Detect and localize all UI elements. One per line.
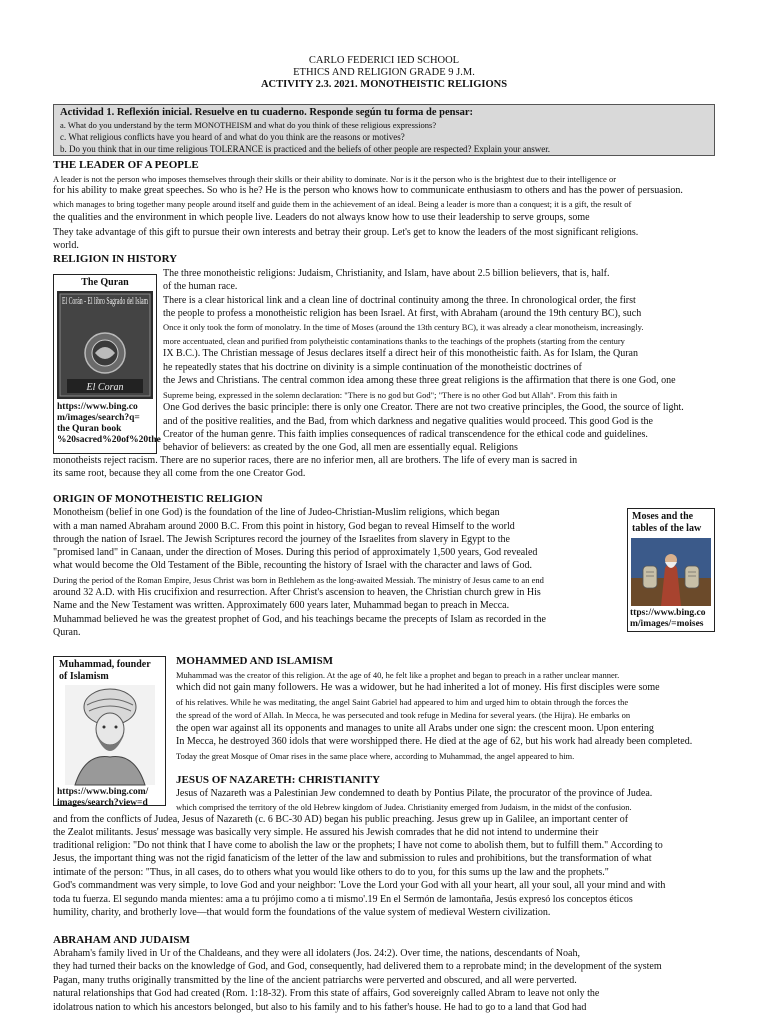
text-line: Monotheism (belief in one God) is the foundation of the line of Judeo-Christian-Muslim religions, which began <box>53 507 500 518</box>
course-name: ETHICS AND RELIGION GRADE 9 J.M. <box>293 67 475 78</box>
text-line: the open war against all its opponents and manages to unite all Arabs under one sign: the crescent moon. Upon entering <box>176 723 654 734</box>
text-line: In Mecca, he destroyed 360 idols that were worshipped there. He died at the age of 62, but his work had already been completed. <box>176 736 693 747</box>
activity-box <box>53 104 715 156</box>
text-line: through the nation of Israel. The Jewish Scriptures record the journey of the Israelites from slavery in Egypt to the <box>53 534 510 545</box>
figure-url-line: m/images/search?q= <box>57 413 140 423</box>
text-line: They take advantage of this gift to pursue their own interests and betray their group. Let's get to know the leaders of the most significant religions. <box>53 227 639 238</box>
figure-url-line: the Quran book <box>57 424 122 434</box>
text-line: "promised land" in Canaan, under the direction of Moses. During this period of approximately 1,500 years, God revealed <box>53 547 538 558</box>
text-line: IX B.C.). The Christian message of Jesus declares itself a direct heir of this monotheistic faith. As for Islam, the Quran <box>163 348 638 359</box>
text-line: natural relationships that God had created (Rom. 1:18-32). From this state of affairs, God sovereignly called Abram to leave not only the <box>53 988 600 999</box>
figure-url-line: https://www.bing.co <box>57 402 138 412</box>
figure-url-line: m/images/=moises <box>630 619 704 629</box>
text-line: monotheists reject racism. There are no superior races, there are no inferior men, all are brothers. The life of every man is sacred in <box>53 455 578 466</box>
section-heading-leader: THE LEADER OF A PEOPLE <box>53 159 199 171</box>
text-line: During the period of the Roman Empire, Jesus Christ was born in Bethlehem as the long-awaited Messiah. The ministry of Jesus came to an end <box>53 575 544 585</box>
text-line: traditional religion: "Do not think that I have come to abolish the law or the prophets; I have not come to abolish them, but to fulfill them." According to <box>53 840 663 851</box>
text-line: Pagan, many truths originally transmitted by the line of the ancient patriarchs were perverted and obscured, and all were perverted. <box>53 975 577 986</box>
text-line: There is a clear historical link and a clean line of doctrinal continuity among the three. In chronological order, the first <box>163 295 636 306</box>
figure-caption: of Islamism <box>59 671 109 682</box>
question-b: b. Do you think that in our time religious TOLERANCE is practiced and the beliefs of other people are respected? Explain your answer. <box>60 144 551 154</box>
text-line: God's commandment was very simple, to love God and your neighbor: 'Love the Lord your God with all your heart, all your soul, all your mind and with <box>53 880 666 891</box>
text-line: of the human race. <box>163 281 238 292</box>
text-line: the Zealot militants. Jesus' message was basically very simple. He assured his Jewish comrades that he did not intend to undermine their <box>53 827 599 838</box>
quran-figure <box>53 274 161 454</box>
muhammad-figure <box>53 656 166 806</box>
text-line: of his relatives. While he was meditating, the angel Saint Gabriel had appeared to him and urged him to obtain through the forces the <box>176 697 629 707</box>
image-footer-text: El Coran <box>86 382 124 393</box>
muhammad-portrait-image <box>65 685 155 785</box>
text-line: the people to profess a monotheistic religion has been Israel. At first, with Abraham (around the 19th century BC), such <box>163 308 642 319</box>
section-heading-jesus: JESUS OF NAZARETH: CHRISTIANITY <box>176 774 381 786</box>
text-line: around 32 A.D. with His crucifixion and resurrection. After Christ's ascension to heaven, the Christian church grew in His <box>53 587 541 598</box>
section-heading-history: RELIGION IN HISTORY <box>53 253 178 265</box>
section-heading-abraham: ABRAHAM AND JUDAISM <box>53 934 190 946</box>
text-line: its same root, because they all come from the one Creator God. <box>53 468 306 479</box>
text-line: One God derives the basic principle: there is only one Creator. There are not two creative principles, the Good, the source of light. <box>163 402 684 413</box>
text-line: A leader is not the person who imposes themselves through their skills or their ability to dominate. Nor is it the person who is the brightest due to their intelligence or <box>53 174 617 184</box>
figure-url-line: ttps://www.bing.co <box>630 608 706 618</box>
moses-figure <box>627 508 715 632</box>
text-line: Muhammad was the creator of this religion. At the age of 40, he felt like a prophet and began to preach in a rather unclear manner. <box>176 670 620 680</box>
moses-image <box>631 538 711 606</box>
text-line: world. <box>53 240 79 251</box>
text-line: the qualities and the environment in which people live. Leaders do not always know how to use their leadership to serve groups, some <box>53 212 590 223</box>
question-c: c. What religious conflicts have you heard of and what do you think are the reasons or motives? <box>60 132 405 142</box>
text-line: Supreme being, expressed in the solemn declaration: "There is no god but God"; "There is no other God but Allah". From this faith in <box>163 390 618 400</box>
text-line: the Jews and Christians. The central common idea among these three great religions is the affirmation that there is one God, one <box>163 375 676 386</box>
text-line: toda tu fuerza. El segundo manda mientes: ama a tu prójimo como a ti mismo'.19 En el Sermón de lamontaña, Jesús expresó los conceptos éticos <box>53 894 633 905</box>
section-heading-origin: ORIGIN OF MONOTHEISTIC RELIGION <box>53 493 263 505</box>
text-line: Today the great Mosque of Omar rises in the same place where, according to Muhammad, the angel appeared to him. <box>176 751 575 761</box>
figure-url-line: %20sacred%20of%20the <box>57 435 161 445</box>
figure-caption: Moses and the <box>632 511 694 522</box>
figure-caption: tables of the law <box>632 523 702 534</box>
text-line: and of the positive realities, and the Bad, from which darkness and negative qualities would proceed. This good God is the <box>163 416 653 427</box>
text-line: Jesus, the important thing was not the rigid fanaticism of the letter of the law and submission to rules and prohibitions, but the transformation of what <box>53 853 652 864</box>
image-title-text: El Corán - El libro Sagrado del Islam <box>62 296 149 307</box>
text-line: he repeatedly states that his doctrine on divinity is a simple continuation of the monotheistic doctrines of <box>163 362 582 373</box>
text-line: Quran. <box>53 627 81 638</box>
text-line: which comprised the territory of the old Hebrew kingdom of Judea. Christianity emerged from Judaism, in the midst of the confusion. <box>176 802 632 812</box>
school-name: CARLO FEDERICI IED SCHOOL <box>308 55 460 66</box>
text-line: idolatrous nation to which his ancestors belonged, but also to his family and to his father's house. He had to go to a land that God had <box>53 1002 587 1013</box>
quran-book-image <box>57 291 153 399</box>
text-line: they had turned their backs on the knowledge of God, and God, consequently, had delivered them to a reprobate mind; in the development of the system <box>53 961 662 972</box>
text-line: humility, charity, and brotherly love—that would form the foundations of the value system of medieval Western civilization. <box>53 907 551 918</box>
question-a: a. What do you understand by the term MONOTHEISM and what do you think of these religious expressions? <box>60 120 437 130</box>
text-line: behavior of believers: as created by the one God, all men are essentially equal. Religions <box>163 442 518 453</box>
text-line: intimate of the person: "Thus, in all cases, do to others what you would like others to do to you, for this sums up the law and the prophets." <box>53 867 609 878</box>
text-line: Once it only took the form of monolatry. In the time of Moses (around the 13th century BC), it was already a clear monotheism, increasingly. <box>163 322 644 332</box>
text-line: Creator of the human genre. This faith implies consequences of radical transcendence for the ethical code and guidelines. <box>163 429 648 440</box>
figure-caption: Muhammad, founder <box>59 659 151 670</box>
figure-caption: The Quran <box>81 277 129 288</box>
text-line: for his ability to make great speeches. So who is he? He is the person who knows how to communicate enthusiasm to others and has the power of persuasion. <box>53 185 683 196</box>
text-line: which manages to bring together many people around itself and guide them in the achievement of an ideal. Being a leader is more than a conquest; it is a gift, the result of <box>53 199 632 209</box>
text-line: and from the conflicts of Judea, Jesus of Nazareth (c. 6 BC-30 AD) began his public preaching. Jesus grew up in Galilee, an important center of <box>53 814 629 825</box>
text-line: The three monotheistic religions: Judaism, Christianity, and Islam, have about 2.5 billion believers, that is, half. <box>163 268 610 279</box>
text-line: Jesus of Nazareth was a Palestinian Jew condemned to death by Pontius Pilate, the procurator of the province of Judea. <box>176 788 653 799</box>
activity-box-title: Actividad 1. Reflexión inicial. Resuelve en tu cuaderno. Responde según tu forma de pensar: <box>60 107 473 118</box>
text-line: what would become the Old Testament of the Bible, recounting the history of Israel with the character and laws of God. <box>53 560 532 571</box>
text-line: Muhammad believed he was the greatest prophet of God, and his teachings became the precepts of Islam as recorded in the <box>53 614 546 625</box>
text-line: with a man named Abraham around 2000 B.C. From this point in history, God began to reveal Himself to the world <box>53 521 515 532</box>
text-line: more accentuated, clean and purified from polytheistic contaminations thanks to the teachings of the prophets (starting from the century <box>163 336 625 346</box>
text-line: the spread of the word of Allah. In Mecca, he was persecuted and took refuge in Medina for several years. (the Hijra). He embarks on <box>176 710 631 720</box>
activity-title: ACTIVITY 2.3. 2021. MONOTHEISTIC RELIGIONS <box>260 79 508 90</box>
text-line: Name and the New Testament was written. Approximately 600 years later, Muhammad began to preach in Mecca. <box>53 600 510 611</box>
figure-url-line: https://www.bing.com/ <box>57 787 149 797</box>
text-line: which did not gain many followers. He was a widower, but he had inherited a lot of money. His first disciples were some <box>176 682 660 693</box>
figure-url-line: images/search?view=d <box>57 798 148 808</box>
section-heading-muhammad: MOHAMMED AND ISLAMISM <box>176 655 334 667</box>
text-line: Abraham's family lived in Ur of the Chaldeans, and they were all idolaters (Jos. 24:2). Over time, the nations, descendants of Noah, <box>53 948 580 959</box>
